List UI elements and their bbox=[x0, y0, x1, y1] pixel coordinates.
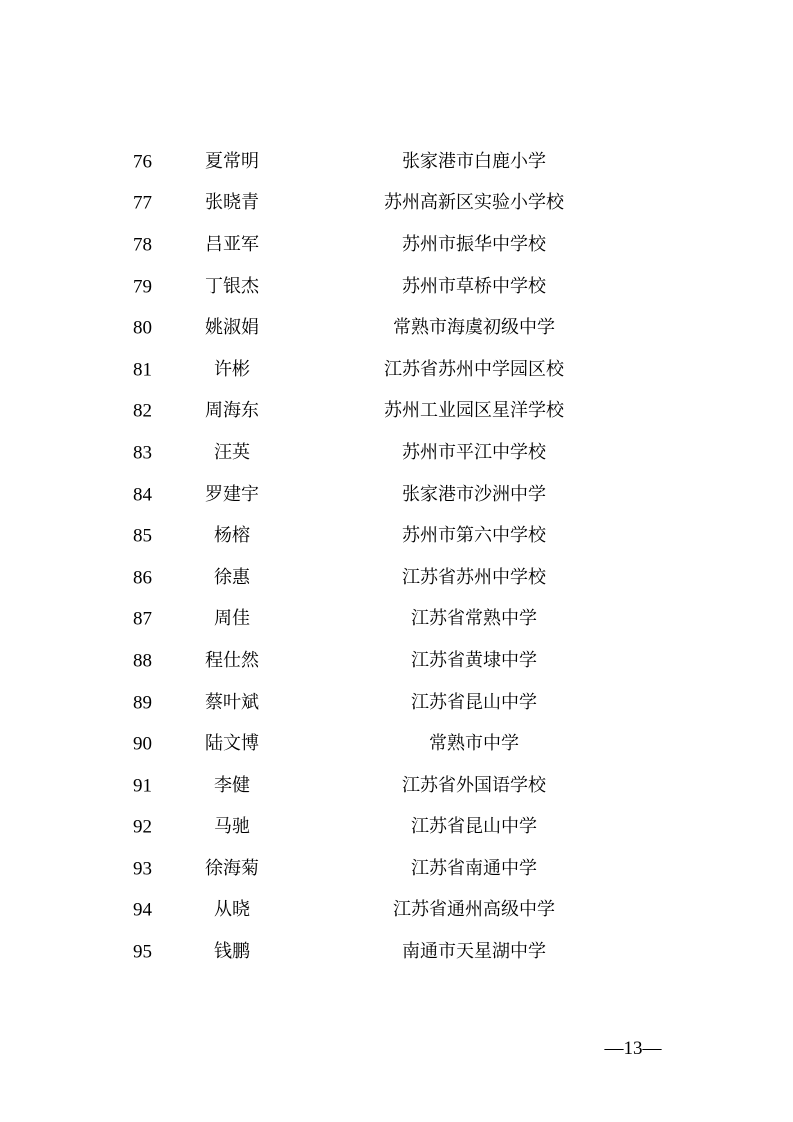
row-number: 87 bbox=[133, 608, 152, 630]
roster-row bbox=[0, 224, 793, 266]
roster-row bbox=[0, 557, 793, 599]
person-name: 陆文博 bbox=[205, 733, 259, 755]
school-name: 江苏省昆山中学 bbox=[411, 691, 537, 713]
person-name: 张晓青 bbox=[205, 192, 259, 214]
row-number: 94 bbox=[133, 899, 152, 921]
school-name: 江苏省南通中学 bbox=[411, 857, 537, 879]
roster-row bbox=[0, 266, 793, 308]
person-name: 罗建宇 bbox=[205, 483, 259, 505]
roster-row bbox=[0, 183, 793, 225]
person-name: 程仕然 bbox=[205, 649, 259, 671]
school-name: 江苏省昆山中学 bbox=[411, 816, 537, 838]
person-name: 周佳 bbox=[214, 608, 250, 630]
roster-row bbox=[0, 931, 793, 973]
roster-row bbox=[0, 307, 793, 349]
person-name: 马驰 bbox=[214, 816, 250, 838]
person-name: 周海东 bbox=[205, 400, 259, 422]
school-name: 江苏省外国语学校 bbox=[402, 774, 546, 796]
person-name: 蔡叶斌 bbox=[205, 691, 259, 713]
row-number: 77 bbox=[133, 192, 152, 214]
row-number: 95 bbox=[133, 941, 152, 963]
roster-row bbox=[0, 765, 793, 807]
row-number: 93 bbox=[133, 858, 152, 880]
school-name: 常熟市海虞初级中学 bbox=[393, 317, 555, 339]
roster-row bbox=[0, 848, 793, 890]
school-name: 江苏省苏州中学校 bbox=[402, 566, 546, 588]
row-number: 76 bbox=[133, 151, 152, 173]
person-name: 从晓 bbox=[214, 899, 250, 921]
roster-row bbox=[0, 349, 793, 391]
school-name: 常熟市中学 bbox=[429, 733, 519, 755]
row-number: 92 bbox=[133, 816, 152, 838]
school-name: 江苏省苏州中学园区校 bbox=[384, 358, 564, 380]
row-number: 86 bbox=[133, 567, 152, 589]
person-name: 姚淑娟 bbox=[205, 317, 259, 339]
person-name: 徐海菊 bbox=[205, 857, 259, 879]
person-name: 夏常明 bbox=[205, 150, 259, 172]
roster-row bbox=[0, 599, 793, 641]
row-number: 81 bbox=[133, 359, 152, 381]
row-number: 78 bbox=[133, 234, 152, 256]
school-name: 江苏省黄埭中学 bbox=[411, 649, 537, 671]
roster-row bbox=[0, 890, 793, 932]
person-name: 汪英 bbox=[214, 441, 250, 463]
school-name: 江苏省常熟中学 bbox=[411, 608, 537, 630]
person-name: 杨榕 bbox=[214, 525, 250, 547]
roster-row bbox=[0, 515, 793, 557]
roster-row bbox=[0, 723, 793, 765]
person-name: 李健 bbox=[214, 774, 250, 796]
row-number: 90 bbox=[133, 733, 152, 755]
roster-row bbox=[0, 432, 793, 474]
row-number: 82 bbox=[133, 400, 152, 422]
school-name: 苏州市平江中学校 bbox=[402, 441, 546, 463]
row-number: 85 bbox=[133, 525, 152, 547]
row-number: 84 bbox=[133, 484, 152, 506]
school-name: 苏州市第六中学校 bbox=[402, 525, 546, 547]
school-name: 苏州市振华中学校 bbox=[402, 233, 546, 255]
person-name: 徐惠 bbox=[214, 566, 250, 588]
school-name: 张家港市白鹿小学 bbox=[402, 150, 546, 172]
row-number: 89 bbox=[133, 692, 152, 714]
roster-row bbox=[0, 682, 793, 724]
school-name: 江苏省通州高级中学 bbox=[393, 899, 555, 921]
school-name: 苏州工业园区星洋学校 bbox=[384, 400, 564, 422]
roster-list bbox=[0, 141, 793, 973]
roster-row bbox=[0, 474, 793, 516]
person-name: 许彬 bbox=[214, 358, 250, 380]
school-name: 张家港市沙洲中学 bbox=[402, 483, 546, 505]
school-name: 南通市天星湖中学 bbox=[402, 941, 546, 963]
row-number: 83 bbox=[133, 442, 152, 464]
row-number: 91 bbox=[133, 775, 152, 797]
roster-row bbox=[0, 391, 793, 433]
page-number: —13— bbox=[604, 1038, 662, 1059]
row-number: 88 bbox=[133, 650, 152, 672]
person-name: 丁银杰 bbox=[205, 275, 259, 297]
school-name: 苏州市草桥中学校 bbox=[402, 275, 546, 297]
roster-row bbox=[0, 640, 793, 682]
row-number: 80 bbox=[133, 317, 152, 339]
school-name: 苏州高新区实验小学校 bbox=[384, 192, 564, 214]
roster-row bbox=[0, 141, 793, 183]
roster-row bbox=[0, 807, 793, 849]
person-name: 钱鹏 bbox=[214, 941, 250, 963]
row-number: 79 bbox=[133, 276, 152, 298]
person-name: 吕亚军 bbox=[205, 233, 259, 255]
